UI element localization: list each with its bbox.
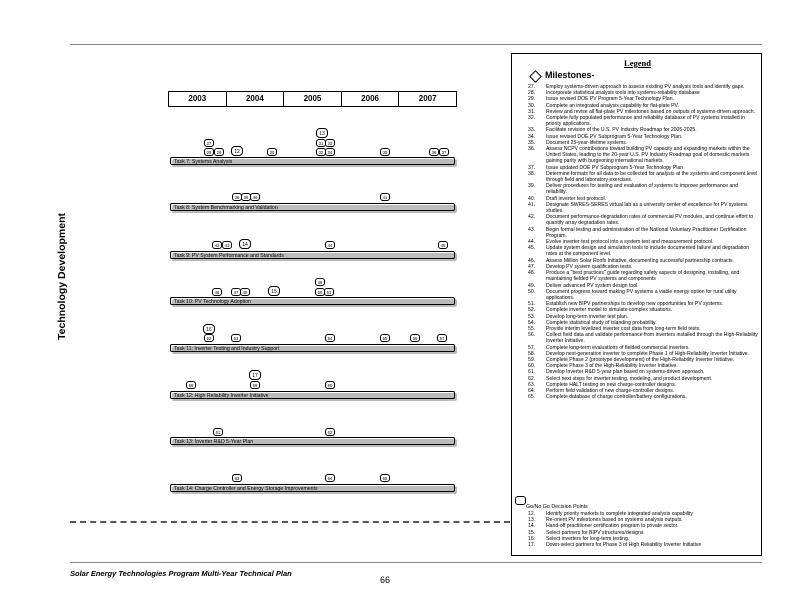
milestone-marker: 43 [222,241,232,249]
milestone-marker: 49 [315,278,325,286]
legend-item-number: 59. [528,356,536,363]
legend-item-text: Update system design and simulation tools to include documented failure and degradation rates at the component level. [546,245,750,258]
task-bar-performance-standards [170,251,455,259]
task-label: Task 8: System Benchmarking and Validation [174,205,278,211]
legend-item-text: Down-select partners for Phase 3 of High Reliability Inverter Initiative [546,542,702,549]
legend-item-number: 55. [528,325,536,332]
milestone-marker: 31 [316,139,326,147]
legend-item-text: Facilitate revision of the U.S. PV Industry Roadmap for 2005-2025. [546,127,697,134]
legend-item-number: 14. [528,523,536,530]
legend-item-text: Perform field validation of new charge-controller designs. [546,387,675,394]
legend-item-text: Complete fully populated performance and reliability database of PV systems installed in priority applications. [546,115,746,128]
legend-item [528,183,760,195]
legend-item-number: 42. [528,214,536,221]
side-title: Technology Development [56,213,68,340]
legend-item-text: Complete statistical study of islanding probability. [546,319,657,326]
milestone-marker: 37 [439,148,449,156]
task-label: Task 9: PV System Performance and Standards [174,253,284,259]
legend-item-text: Complete Phase 2 (prototype development) of the High-Reliability Inverter Initiative. [546,356,735,363]
milestone-marker: 29 [214,148,224,156]
legend-item-text: Draft inverter test protocol. [546,195,607,202]
legend-item-text: Document progress toward making PV systems a viable energy option for rural utility applications. [546,288,737,301]
legend-item [528,202,760,214]
legend-item [528,394,760,400]
milestone-marker: 30 [267,148,277,156]
milestone-marker: 63 [232,474,242,482]
legend-item-text: Review and revise all flat-plate PV milestones based on outputs of systems-driven approach. [546,108,755,115]
legend-item-text: Complete Phase 3 of the High-Reliability Inverter Initiative. [546,363,678,370]
legend-item [528,227,760,239]
milestone-marker: 57 [437,334,447,342]
milestone-marker: 45 [438,241,448,249]
legend-item-number: 65. [528,394,536,401]
milestone-marker: 34 [325,148,335,156]
legend-item-number: 58. [528,350,536,357]
legend-item-text: Select inverters for long-term testing. [546,535,630,542]
legend-item-number: 15. [528,529,536,536]
legend-item-text: Incorporate statistical analysis tools into systems-reliability database [546,90,700,97]
task-bar-benchmarking [170,203,455,211]
legend-item-text: Complete database of charge controller/battery configurations. [546,394,687,401]
legend-item-number: 53. [528,313,536,320]
year-cell: 2003 [169,92,227,106]
legend-item [528,171,760,183]
legend-item [528,289,760,301]
milestone-marker: 36 [429,148,439,156]
legend-item-number: 62. [528,375,536,382]
legend-item-number: 64. [528,387,536,394]
legend-item-text: Identify priority markets to complete integrated analysis capability [546,511,693,517]
legend-item-number: 44. [528,239,536,246]
legend-item-text: Establish new BIPV partnerships to develop new opportunities for PV systems. [546,301,724,308]
legend-item-number: 27. [528,84,536,90]
year-cell: 2007 [418,94,437,103]
legend-box [511,53,762,556]
legend-item-text: Hand-off practitioner certification program to private sector. [546,523,679,530]
milestone-marker: 60 [325,381,335,389]
legend-item-text: Develop PV system qualification tests. [546,263,633,270]
milestone-marker: 44 [325,241,335,249]
legend-item-number: 36. [528,146,536,153]
legend-item-text: Document performance-degradation rates of commercial PV modules, and continue effort to quantify array degradation rates. [546,214,754,227]
go-no-go-marker: 14 [239,239,251,249]
legend-item-number: 54. [528,319,536,326]
legend-item-number: 12. [528,511,536,517]
legend-item-text: Collect field data and validate performance from inverters installed through the High-Reliability Inverter Initiative. [546,332,758,345]
task-bar-inverter-plan [170,437,455,445]
milestone-marker: 50 [315,288,325,296]
milestone-marker: 56 [410,334,420,342]
legend-item-number: 56. [528,332,536,339]
legend-item-text: Begin formal testing and administration of the National Voluntary Practitioner Certification Program. [546,226,747,239]
legend-item-number: 43. [528,226,536,233]
legend-item-number: 34. [528,133,536,140]
legend-item [528,332,760,344]
milestone-marker: 40 [250,193,260,201]
legend-item-number: 33. [528,127,536,134]
legend-item-number: 17. [528,542,536,549]
legend-item-number: 60. [528,363,536,370]
milestones-heading: Milestones- [545,70,595,80]
legend-item-text: Complete inverter model to simulate complex situations. [546,307,673,314]
legend-item-number: 46. [528,257,536,264]
legend-item [528,270,760,282]
legend-item-number: 52. [528,307,536,314]
milestone-marker: 32 [316,148,326,156]
milestone-marker: 47 [231,288,241,296]
legend-item-text: Select partners for BIPV structures/designs [546,529,644,536]
legend-item-text: Select next steps for inverter testing, modeling, and product development. [546,375,713,382]
milestone-marker: 64 [325,474,335,482]
task-bar-inverter-testing [170,344,455,352]
milestone-marker: 33 [325,139,335,147]
section-divider [70,521,510,523]
legend-item-text: Determine formats for all data to be collected for analysis at the systems and component level through field and laboratory exercises. [546,170,758,184]
go-no-go-marker: 15 [268,286,280,296]
legend-item-text: Document 25-year-lifetime systems. [546,139,628,146]
legend-item-number: 49. [528,282,536,289]
legend-item-text: Evolve inverter test protocol into a system test and measurement protocol. [546,239,714,246]
legend-item-number: 35. [528,139,536,146]
legend-item-number: 39. [528,183,536,190]
legend-item-text: Provide interim levelized inverter cost data from long-term field tests. [546,325,701,332]
milestone-marker: 28 [204,148,214,156]
legend-item-number: 40. [528,195,536,202]
milestone-marker: 62 [325,428,335,436]
legend-item [528,146,760,165]
legend-item-number: 47. [528,263,536,270]
legend-item-number: 45. [528,245,536,252]
milestone-list [528,84,760,400]
year-cell: 2004 [227,92,285,106]
year-cell: 2005 [284,92,342,106]
side-title-wrap [56,213,70,341]
legend-item-text: Re-orient PV milestones based on systems analysis outputs. [546,517,683,524]
year-header [168,91,457,107]
milestone-marker: 27 [204,139,214,147]
legend-item-text: Develop Inverter R&D 5-year plan based on systems-driven approach. [546,369,705,376]
legend-item-text: Issue revised DOE PV Subprogram 5-Year Technology Plan. [546,133,683,140]
legend-item-number: 32. [528,115,536,122]
legend-item-number: 48. [528,270,536,277]
top-rule [70,44,762,45]
legend-item-number: 57. [528,344,536,351]
task-label: Task 14: Charge Controller and Energy Storage Improvements [174,486,318,492]
milestone-marker: 59 [250,381,260,389]
milestone-marker: 61 [213,428,223,436]
legend-item-text: Complete HALT testing on new charge-controller designs. [546,381,677,388]
task-bar-systems-analysis [170,157,455,165]
legend-item-number: 30. [528,102,536,109]
milestone-marker: 42 [212,241,222,249]
footer-title: Solar Energy Technologies Program Multi-Year Technical Plan [70,569,292,578]
go-no-go-marker: 16 [203,324,215,334]
legend-item-text: Develop long-term inverter test plan. [546,313,629,320]
legend-item-number: 28. [528,90,536,97]
milestone-marker: 51 [324,288,334,296]
legend-item-text: Assess Million Solar Roofs Initiative, documenting successful partnership contracts. [546,257,734,264]
legend-item-number: 38. [528,170,536,177]
legend-item-number: 63. [528,381,536,388]
legend-item [528,542,760,548]
task-label: Task 11: Inverter Testing and Industry Support [174,346,280,352]
legend-item-number: 31. [528,108,536,115]
milestone-marker: 52 [204,334,214,342]
legend-item-number: 50. [528,288,536,295]
legend-item-text: Issue updated DOE PV Subprogram 5-Year Technology Plan [546,164,684,171]
legend-item-number: 41. [528,201,536,208]
legend-item-text: Complete long-term evaluations of fielded commercial inverters. [546,344,690,351]
legend-item-number: 29. [528,96,536,103]
legend-item-text: Assess NCPV contributions toward building PV capacity and expanding markets within the United States, leading to the 20-year U.S. PV Industry Roadmap goal of domestic markets gaining parity with burgeoning international markets. [546,146,750,165]
legend-item-text: Develop next-generation inverter to complete Phase 1 of High-Reliability Inverter Initiative. [546,350,750,357]
legend-item [528,115,760,127]
go-no-go-marker: 13 [316,128,328,138]
milestone-marker: 53 [231,334,241,342]
go-no-go-marker: 17 [249,370,261,380]
page-number: 66 [380,575,391,585]
legend-item-text: Produce a "best practices" guide regarding safety aspects of designing, installing, and maintaining fielded PV systems and components [546,270,740,283]
legend-item [528,245,760,257]
milestone-marker: 41 [380,193,390,201]
task-label: Task 7: Systems Analysis [174,159,233,165]
legend-item-text: Issue revised DOE PV Program 5-Year Technology Plan. [546,96,674,103]
task-label: Task 10: PV Technology Adoption [174,299,251,305]
task-bar-charge-controller [170,484,455,492]
octagon-icon [515,496,526,505]
go-no-go-marker: 12 [231,146,243,156]
legend-item-text: Deliver procedures for testing and evaluation of systems to improve performance and reliability. [546,183,738,196]
legend-item-number: 37. [528,164,536,171]
legend-item-text: Complete an integrated analysis capability for flat-plate PV. [546,102,679,109]
milestone-marker: 58 [186,381,196,389]
milestone-marker: 55 [380,334,390,342]
milestone-marker: 54 [325,334,335,342]
task-bar-high-reliability [170,391,455,399]
milestone-marker: 46 [212,288,222,296]
year-cell: 2006 [342,92,400,106]
legend-item-number: 13. [528,517,536,524]
gonogo-list [528,511,760,548]
milestone-marker: 35 [380,148,390,156]
legend-title: Legend [624,58,651,68]
milestone-marker: 65 [380,474,390,482]
milestone-marker: 38 [232,193,242,201]
legend-item [528,214,760,226]
legend-item-number: 16. [528,535,536,542]
legend-item-text: Deliver advanced PV system design tool. [546,282,639,289]
gonogo-heading: Go/No Go Decision Points [526,504,588,510]
legend-item-text: Designate SWRES-SERES virtual lab as a university center of excellence for PV systems studies. [546,201,748,215]
milestone-marker: 39 [241,193,251,201]
milestone-marker: 48 [240,288,250,296]
diamond-icon [529,70,542,83]
legend-item-number: 61. [528,369,536,376]
task-label: Task 13: Inverter R&D 5-Year Plan [174,439,254,445]
task-label: Task 12: High Reliability Inverter Initiative [174,393,269,399]
legend-item-number: 51. [528,301,536,308]
bottom-rule [70,562,762,563]
task-bar-technology-adoption [170,297,455,305]
legend-item-text: Employ systems-driven approach to assess existing PV analysis tools and identify gaps. [546,84,745,90]
